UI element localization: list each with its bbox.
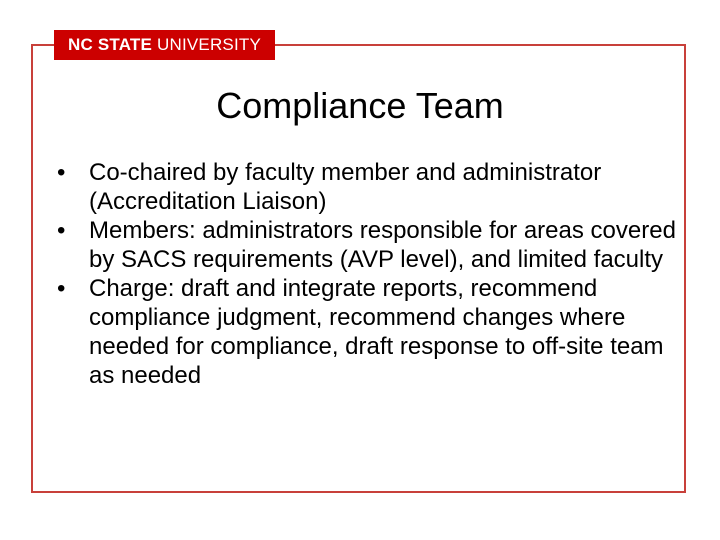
university-logo [54, 30, 275, 60]
list-item [57, 274, 677, 390]
logo-bold-text: NC STATE [67, 35, 153, 54]
bullet-text: Members: administrators responsible for areas covered by SACS requirements (AVP level), and limited faculty [89, 217, 676, 273]
bullet-text: Charge: draft and integrate reports, recommend compliance judgment, recommend changes where needed for compliance, draft response to off-site team as needed [89, 275, 664, 389]
list-item [57, 216, 677, 274]
bullet-text: Co-chaired by faculty member and administrator (Accreditation Liaison) [89, 159, 602, 215]
list-item [57, 158, 677, 216]
bullet-marker: • [57, 275, 66, 302]
bullet-marker: • [57, 159, 66, 186]
logo-regular-text: UNIVERSITY [156, 35, 262, 54]
bullet-marker: • [57, 217, 66, 244]
bullet-list [57, 158, 677, 390]
slide-title: Compliance Team [216, 85, 504, 126]
